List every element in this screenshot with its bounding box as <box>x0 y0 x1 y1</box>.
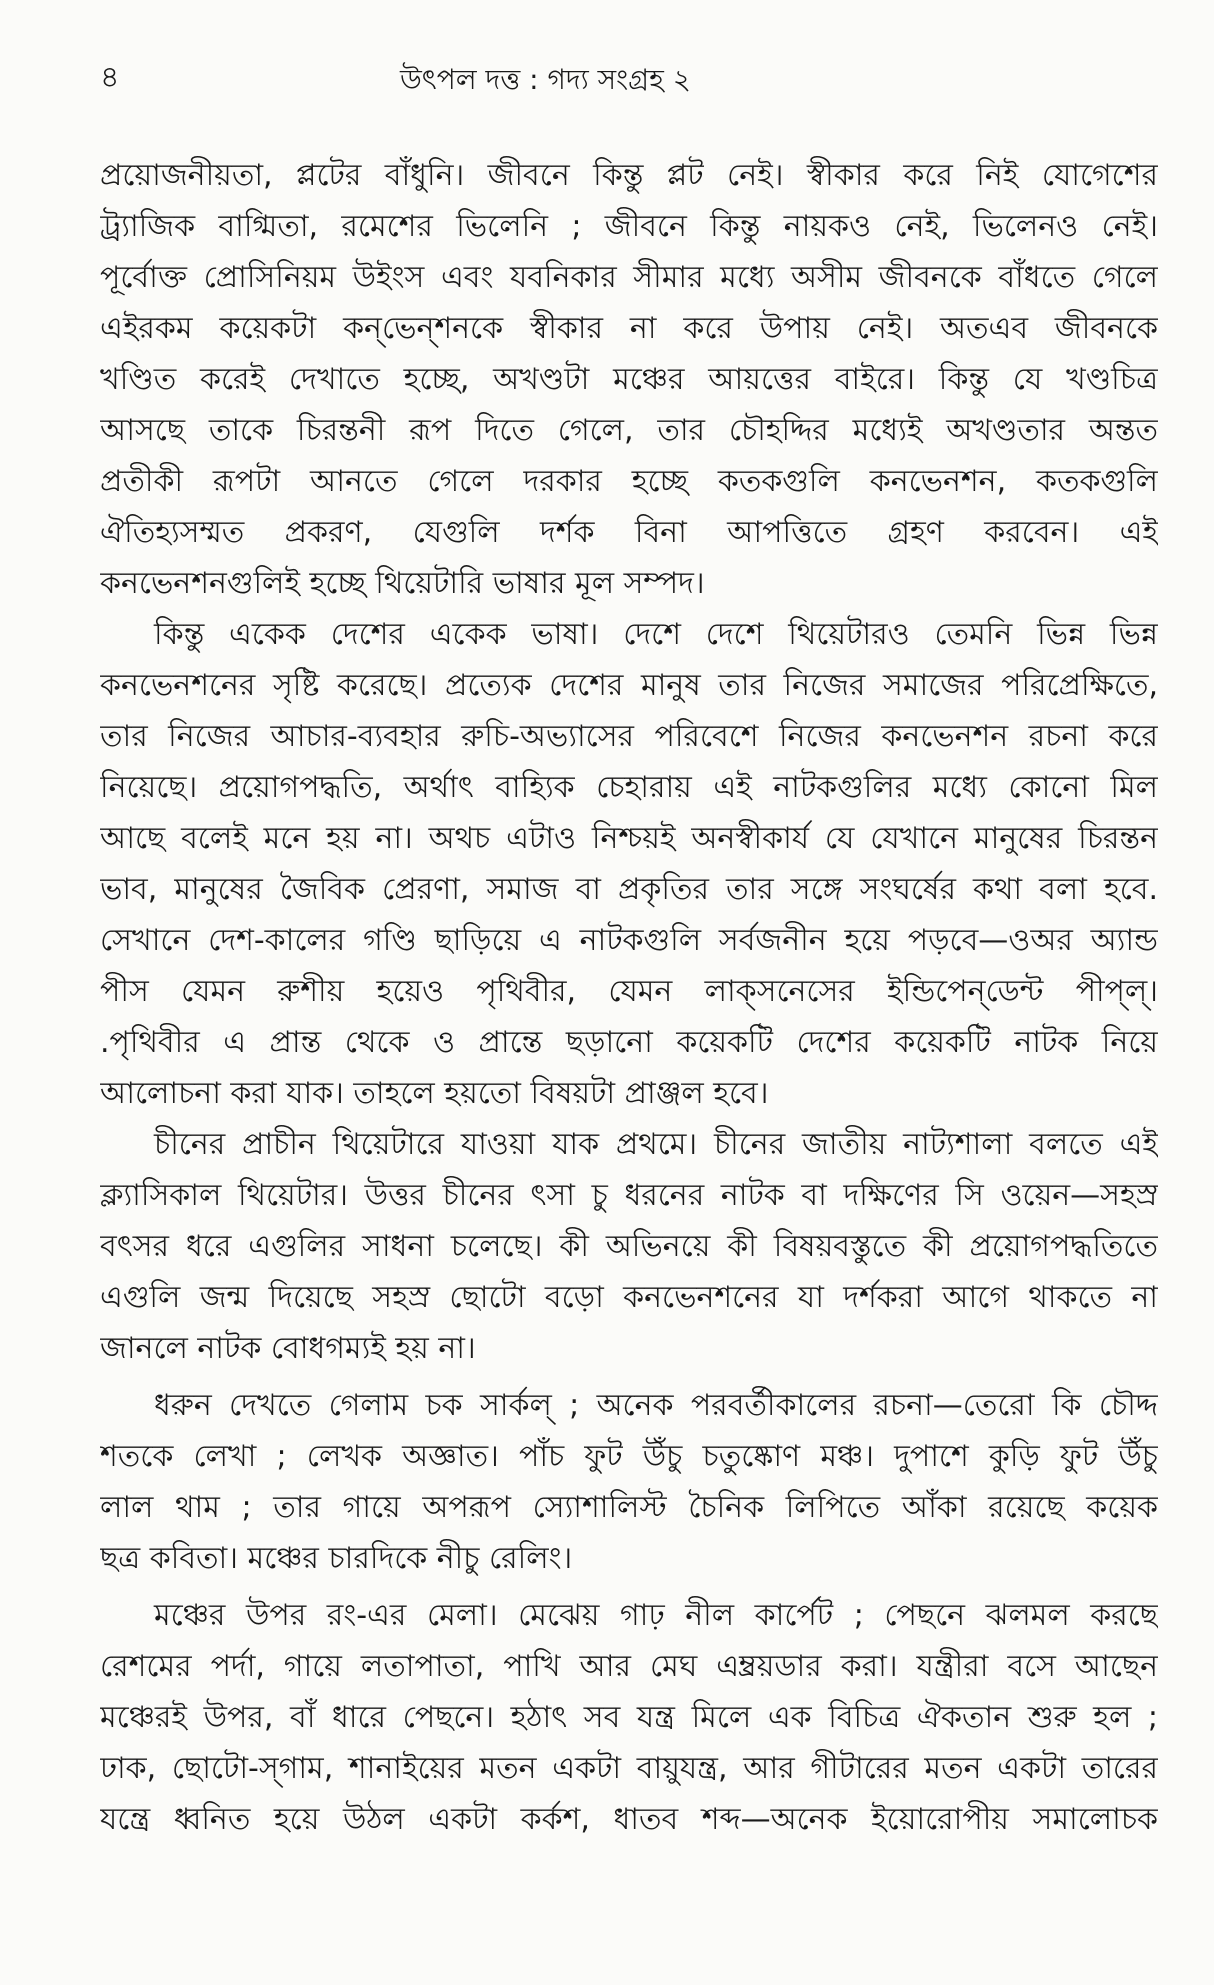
page-number: ৪ <box>100 60 120 95</box>
paragraph-2 <box>100 609 1158 1119</box>
text-line: ট্র্যাজিক বাগ্মিতা, রমেশের ভিলেনি ; জীবনে কিন্তু নায়কও নেই, ভিলেনও নেই। <box>100 209 1158 244</box>
page-header <box>100 58 1150 108</box>
text-line: প্রয়োজনীয়তা, প্লটের বাঁধুনি। জীবনে কিন্তু প্লট নেই। স্বীকার করে নিই যোগেশের <box>100 158 1158 193</box>
text-line: আছে বলেই মনে হয় না। অথচ এটাও নিশ্চয়ই অনস্বীকার্য যে যেখানে মানুষের চিরন্তন <box>100 821 1158 856</box>
text-line: চীনের প্রাচীন থিয়েটারে যাওয়া যাক প্রথমে। চীনের জাতীয় নাট্যশালা বলতে এই <box>154 1127 1158 1162</box>
paragraph-1 <box>100 150 1158 609</box>
text-line: তার নিজের আচার-ব্যবহার রুচি-অভ্যাসের পরিবেশে নিজের কনভেনশন রচনা করে <box>100 719 1158 754</box>
text-line: কনভেনশনগুলিই হচ্ছে থিয়েটারি ভাষার মূল সম্পদ। <box>100 566 705 601</box>
text-line: কনভেনশনের সৃষ্টি করেছে। প্রত্যেক দেশের মানুষ তার নিজের সমাজের পরিপ্রেক্ষিতে, <box>100 668 1158 703</box>
running-head: উৎপল দত্ত : গদ্য সংগ্রহ ২ <box>400 63 691 96</box>
text-line: শতকে লেখা ; লেখক অজ্ঞাত। পাঁচ ফুট উঁচু চতুষ্কোণ মঞ্চ। দুপাশে কুড়ি ফুট উঁচু <box>100 1439 1158 1474</box>
text-line: লাল থাম ; তার গায়ে অপরূপ স্যোশালিস্ট চৈনিক লিপিতে আঁকা রয়েছে কয়েক <box>100 1490 1158 1525</box>
paragraph-3 <box>100 1119 1158 1374</box>
text-line: পূর্বোক্ত প্রোসিনিয়ম উইংস এবং যবনিকার সীমার মধ্যে অসীম জীবনকে বাঁধতে গেলে <box>100 260 1158 295</box>
text-line: .পৃথিবীর এ প্রান্ত থেকে ও প্রান্তে ছড়ানো কয়েকটি দেশের কয়েকটি নাটক নিয়ে <box>100 1025 1158 1060</box>
text-line: মঞ্চেরই উপর, বাঁ ধারে পেছনে। হঠাৎ সব যন্ত্র মিলে এক বিচিত্র ঐকতান শুরু হল ; <box>100 1700 1158 1735</box>
text-line: সেখানে দেশ-কালের গণ্ডি ছাড়িয়ে এ নাটকগুলি সর্বজনীন হয়ে পড়বে—ওঅর অ্যান্ড <box>100 923 1158 958</box>
text-line: ধরুন দেখতে গেলাম চক সার্কল্‌ ; অনেক পরবর্তীকালের রচনা—তেরো কি চৌদ্দ <box>154 1388 1158 1423</box>
text-line: কিন্তু একেক দেশের একেক ভাষা। দেশে দেশে থিয়েটারও তেমনি ভিন্ন ভিন্ন <box>154 617 1158 652</box>
text-line: এইরকম কয়েকটা কন্‌ভেন্‌শনকে স্বীকার না করে উপায় নেই। অতএব জীবনকে <box>100 311 1158 346</box>
text-line: জানলে নাটক বোধগম্যই হয় না। <box>100 1331 476 1366</box>
text-line: ঐতিহ্যসম্মত প্রকরণ, যেগুলি দর্শক বিনা আপত্তিতে গ্রহণ করবেন। এই <box>100 515 1158 550</box>
text-line: নিয়েছে। প্রয়োগপদ্ধতি, অর্থাৎ বাহ্যিক চেহারায় এই নাটকগুলির মধ্যে কোনো মিল <box>100 770 1158 805</box>
text-line: ক্ল্যাসিকাল থিয়েটার। উত্তর চীনের ৎসা চু ধরনের নাটক বা দক্ষিণের সি ওয়েন—সহস্র <box>100 1178 1158 1213</box>
text-line: প্রতীকী রূপটা আনতে গেলে দরকার হচ্ছে কতকগুলি কনভেনশন, কতকগুলি <box>100 464 1158 499</box>
paragraph-5 <box>100 1590 1158 1845</box>
text-line: বৎসর ধরে এগুলির সাধনা চলেছে। কী অভিনয়ে কী বিষয়বস্তুতে কী প্রয়োগপদ্ধতিতে <box>100 1229 1158 1264</box>
text-line: আসছে তাকে চিরন্তনী রূপ দিতে গেলে, তার চৌহদ্দির মধ্যেই অখণ্ডতার অন্তত <box>100 413 1158 448</box>
text-line: পীস যেমন রুশীয় হয়েও পৃথিবীর, যেমন লাক্‌সনেসের ইন্ডিপেন্‌ডেন্ট পীপ্‌ল্‌। <box>100 974 1158 1009</box>
text-line: ঢাক, ছোটো-স্গাম, শানাইয়ের মতন একটা বায়ুযন্ত্র, আর গীটারের মতন একটা তারের <box>100 1751 1158 1786</box>
text-line: মঞ্চের উপর রং-এর মেলা। মেঝেয় গাঢ় নীল কার্পেট ; পেছনে ঝলমল করছে <box>154 1598 1158 1633</box>
text-line: যন্ত্রে ধ্বনিত হয়ে উঠল একটা কর্কশ, ধাতব শব্দ—অনেক ইয়োরোপীয় সমালোচক <box>100 1802 1158 1837</box>
text-line: আলোচনা করা যাক। তাহলে হয়তো বিষয়টা প্রাঞ্জল হবে। <box>100 1076 769 1111</box>
text-line: ছত্র কবিতা। মঞ্চের চারদিকে নীচু রেলিং। <box>100 1541 573 1576</box>
text-line: এগুলি জন্ম দিয়েছে সহস্র ছোটো বড়ো কনভেনশনের যা দর্শকরা আগে থাকতে না <box>100 1280 1158 1315</box>
body-text <box>100 150 1158 1845</box>
text-line: ভাব, মানুষের জৈবিক প্রেরণা, সমাজ বা প্রকৃতির তার সঙ্গে সংঘর্ষের কথা বলা হবে. <box>100 872 1158 907</box>
text-line: খণ্ডিত করেই দেখাতে হচ্ছে, অখণ্ডটা মঞ্চের আয়ত্তের বাইরে। কিন্তু যে খণ্ডচিত্র <box>100 362 1158 397</box>
text-line: রেশমের পর্দা, গায়ে লতাপাতা, পাখি আর মেঘ এম্ব্রয়ডার করা। যন্ত্রীরা বসে আছেন <box>100 1649 1158 1684</box>
paragraph-4 <box>100 1380 1158 1584</box>
